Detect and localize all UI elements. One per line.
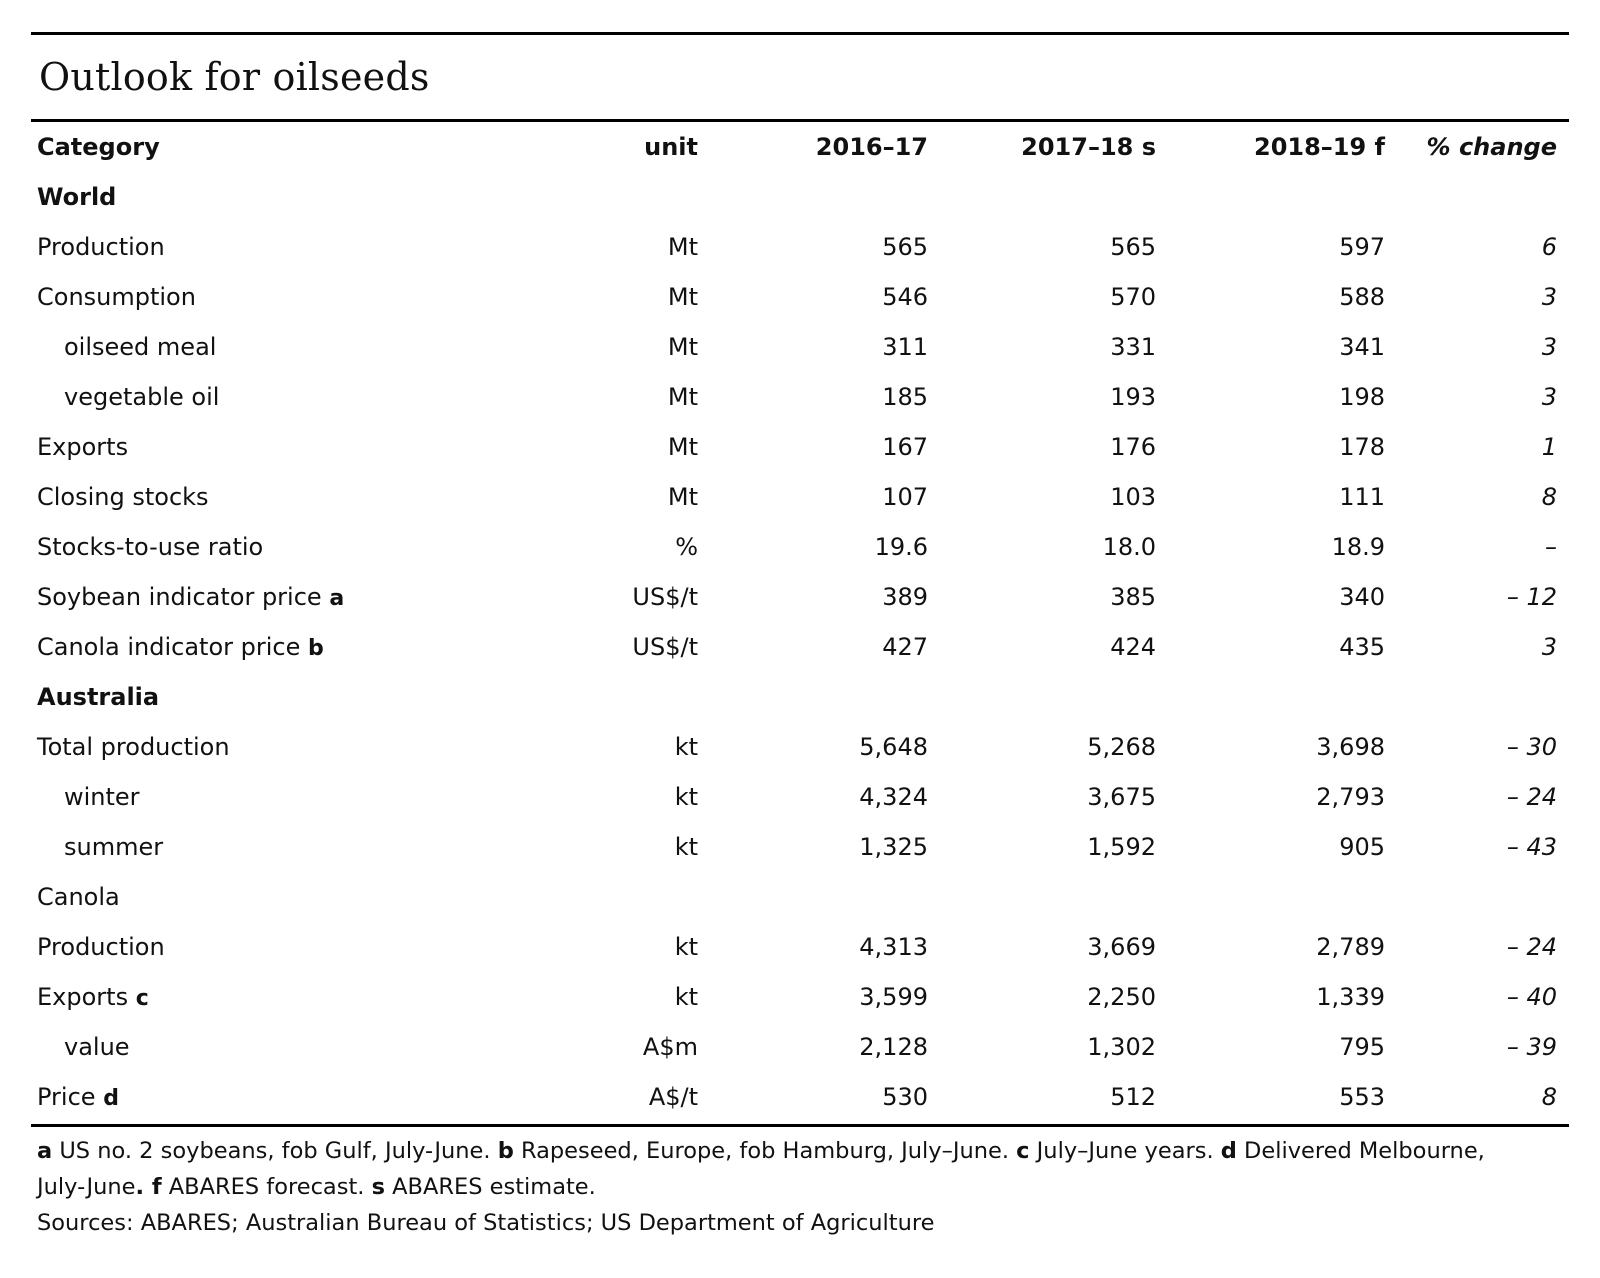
unit-cell: Mt xyxy=(667,283,698,311)
unit-cell xyxy=(477,872,698,922)
unit-cell: Mt xyxy=(667,333,698,361)
table-body xyxy=(31,172,1569,1122)
value-2018-19 xyxy=(1156,172,1385,222)
value-2017-18: 5,268 xyxy=(1087,733,1156,761)
value-2018-19: 553 xyxy=(1339,1083,1385,1111)
row-label xyxy=(31,472,477,522)
pct-change-cell: 3 xyxy=(1541,383,1557,411)
table-title: Outlook for oilseeds xyxy=(39,55,430,99)
value-2017-18: 385 xyxy=(1110,583,1156,611)
row-label xyxy=(31,972,477,1022)
row-label-text: Exports xyxy=(37,433,129,461)
unit-cell: % xyxy=(675,533,698,561)
value-2017-18: 193 xyxy=(1110,383,1156,411)
value-2017-18 xyxy=(928,872,1156,922)
footnote-key-f: f xyxy=(144,1174,162,1200)
header-pct-change: % change xyxy=(1426,133,1557,161)
value-2016-17: 19.6 xyxy=(874,533,928,561)
footnote-key-b: b xyxy=(497,1138,514,1164)
value-2017-18: 424 xyxy=(1110,633,1156,661)
row-label xyxy=(31,422,477,472)
value-2018-19: 111 xyxy=(1339,483,1385,511)
footnote-b: Rapeseed, Europe, fob Hamburg, July–June. xyxy=(513,1138,1017,1164)
value-2017-18: 1,592 xyxy=(1087,833,1156,861)
row-label-text: Production xyxy=(37,233,165,261)
pct-change-cell xyxy=(1385,172,1569,222)
footnote-marker: c xyxy=(135,986,149,1011)
header-2018-19: 2018–19 f xyxy=(1254,133,1385,161)
pct-change-cell: – 30 xyxy=(1506,733,1557,761)
value-2018-19: 588 xyxy=(1339,283,1385,311)
row-label xyxy=(31,722,477,772)
value-2016-17: 107 xyxy=(882,483,928,511)
footnote-d: Delivered Melbourne, July-June xyxy=(37,1138,1485,1200)
row-label-text: Soybean indicator price xyxy=(37,583,322,611)
footnote-key-s: s xyxy=(371,1174,385,1200)
row-label-text: Australia xyxy=(37,683,160,711)
row-label-text: vegetable oil xyxy=(64,383,220,411)
value-2018-19: 178 xyxy=(1339,433,1385,461)
row-label-text: summer xyxy=(64,833,164,861)
pct-change-cell xyxy=(1385,872,1569,922)
sources-line: Sources: ABARES; Australian Bureau of Statistics; US Department of Agriculture xyxy=(37,1210,935,1236)
row-label xyxy=(31,922,477,972)
oilseeds-table xyxy=(31,122,1569,1122)
value-2016-17: 4,313 xyxy=(859,933,928,961)
unit-cell: Mt xyxy=(667,383,698,411)
footnote-marker: b xyxy=(308,636,324,661)
table-row xyxy=(31,872,1569,922)
row-label xyxy=(31,622,477,672)
pct-change-cell: – 40 xyxy=(1506,983,1557,1011)
table-row xyxy=(31,522,1569,572)
value-2018-19: 905 xyxy=(1339,833,1385,861)
row-label-text: Stocks-to-use ratio xyxy=(37,533,264,561)
footnote-s: ABARES estimate. xyxy=(384,1174,596,1200)
table-row xyxy=(31,1022,1569,1072)
header-unit: unit xyxy=(644,133,698,161)
row-label xyxy=(31,572,477,622)
value-2018-19: 597 xyxy=(1339,233,1385,261)
value-2017-18: 331 xyxy=(1110,333,1156,361)
value-2018-19: 340 xyxy=(1339,583,1385,611)
pct-change-cell: 6 xyxy=(1541,233,1557,261)
section-row xyxy=(31,172,1569,222)
row-label-text: winter xyxy=(64,783,140,811)
unit-cell: Mt xyxy=(667,483,698,511)
unit-cell xyxy=(477,672,698,722)
table-row xyxy=(31,622,1569,672)
table-row xyxy=(31,322,1569,372)
unit-cell: kt xyxy=(674,983,698,1011)
value-2017-18: 18.0 xyxy=(1102,533,1156,561)
table-row xyxy=(31,722,1569,772)
value-2017-18 xyxy=(928,672,1156,722)
value-2017-18: 2,250 xyxy=(1087,983,1156,1011)
table-row xyxy=(31,772,1569,822)
value-2018-19 xyxy=(1156,672,1385,722)
row-label xyxy=(31,222,477,272)
value-2016-17: 167 xyxy=(882,433,928,461)
value-2016-17: 5,648 xyxy=(859,733,928,761)
value-2017-18 xyxy=(928,172,1156,222)
table-row xyxy=(31,422,1569,472)
table-row xyxy=(31,1072,1569,1122)
value-2017-18: 512 xyxy=(1110,1083,1156,1111)
pct-change-cell: – 39 xyxy=(1506,1033,1557,1061)
unit-cell: kt xyxy=(674,833,698,861)
value-2017-18: 1,302 xyxy=(1087,1033,1156,1061)
pct-change-cell: 8 xyxy=(1541,1083,1557,1111)
footnote-key-c: c xyxy=(1016,1138,1030,1164)
footnote-marker: d xyxy=(103,1086,119,1111)
row-label xyxy=(31,1072,477,1122)
value-2017-18: 176 xyxy=(1110,433,1156,461)
value-2018-19: 341 xyxy=(1339,333,1385,361)
header-category: Category xyxy=(37,133,160,161)
table-row xyxy=(31,922,1569,972)
table-row xyxy=(31,272,1569,322)
value-2016-17 xyxy=(698,172,928,222)
footnote-a: US no. 2 soybeans, fob Gulf, July-June. xyxy=(52,1138,498,1164)
footnote-period: . xyxy=(135,1174,144,1200)
value-2018-19: 3,698 xyxy=(1316,733,1385,761)
row-label xyxy=(31,172,477,222)
unit-cell: kt xyxy=(674,933,698,961)
pct-change-cell: 3 xyxy=(1541,633,1557,661)
value-2016-17: 530 xyxy=(882,1083,928,1111)
value-2017-18: 103 xyxy=(1110,483,1156,511)
footnote-c: July–June years. xyxy=(1029,1138,1221,1164)
value-2018-19: 2,789 xyxy=(1316,933,1385,961)
table-row xyxy=(31,472,1569,522)
row-label xyxy=(31,872,477,922)
value-2018-19: 198 xyxy=(1339,383,1385,411)
value-2016-17 xyxy=(698,872,928,922)
value-2016-17: 565 xyxy=(882,233,928,261)
table-row xyxy=(31,572,1569,622)
table-row xyxy=(31,822,1569,872)
pct-change-cell: – 24 xyxy=(1506,783,1557,811)
value-2018-19: 2,793 xyxy=(1316,783,1385,811)
unit-cell: Mt xyxy=(667,233,698,261)
value-2016-17: 2,128 xyxy=(859,1033,928,1061)
pct-change-cell: – 24 xyxy=(1506,933,1557,961)
value-2016-17: 389 xyxy=(882,583,928,611)
table-row xyxy=(31,372,1569,422)
pct-change-cell: 1 xyxy=(1541,433,1557,461)
value-2016-17: 427 xyxy=(882,633,928,661)
footnote-key-a: a xyxy=(37,1138,53,1164)
footnote-f: ABARES forecast. xyxy=(161,1174,372,1200)
unit-cell: A$/t xyxy=(648,1083,698,1111)
unit-cell: kt xyxy=(674,733,698,761)
row-label xyxy=(31,322,477,372)
row-label xyxy=(31,522,477,572)
value-2016-17: 185 xyxy=(882,383,928,411)
row-label-text: Canola xyxy=(37,883,120,911)
pct-change-cell: – xyxy=(1545,533,1557,561)
value-2018-19: 795 xyxy=(1339,1033,1385,1061)
row-label-text: Total production xyxy=(37,733,230,761)
footnote-text xyxy=(37,1133,1517,1205)
value-2017-18: 3,675 xyxy=(1087,783,1156,811)
row-label xyxy=(31,372,477,422)
table-row xyxy=(31,972,1569,1022)
value-2016-17: 3,599 xyxy=(859,983,928,1011)
value-2016-17: 4,324 xyxy=(859,783,928,811)
row-label-text: Canola indicator price xyxy=(37,633,301,661)
row-label-text: value xyxy=(64,1033,130,1061)
pct-change-cell: – 12 xyxy=(1506,583,1557,611)
value-2018-19 xyxy=(1156,872,1385,922)
header-2017-18: 2017–18 s xyxy=(1021,133,1156,161)
value-2018-19: 1,339 xyxy=(1316,983,1385,1011)
unit-cell xyxy=(477,172,698,222)
row-label-text: oilseed meal xyxy=(64,333,217,361)
pct-change-cell: – 43 xyxy=(1506,833,1557,861)
row-label xyxy=(31,1022,477,1072)
table-row xyxy=(31,222,1569,272)
row-label-text: Production xyxy=(37,933,165,961)
row-label xyxy=(31,772,477,822)
row-label-text: Price xyxy=(37,1083,96,1111)
table-frame xyxy=(31,32,1569,1241)
row-label xyxy=(31,672,477,722)
value-2016-17: 546 xyxy=(882,283,928,311)
unit-cell: A$m xyxy=(642,1033,698,1061)
pct-change-cell: 3 xyxy=(1541,283,1557,311)
pct-change-cell xyxy=(1385,672,1569,722)
value-2016-17: 1,325 xyxy=(859,833,928,861)
unit-cell: kt xyxy=(674,783,698,811)
header-row xyxy=(31,122,1569,172)
footnote-marker: a xyxy=(329,586,345,611)
header-2016-17: 2016–17 xyxy=(815,133,928,161)
value-2018-19: 18.9 xyxy=(1331,533,1385,561)
value-2017-18: 3,669 xyxy=(1087,933,1156,961)
row-label-text: Exports xyxy=(37,983,129,1011)
unit-cell: US$/t xyxy=(632,633,698,661)
row-label-text: World xyxy=(37,183,117,211)
section-row xyxy=(31,672,1569,722)
footnotes xyxy=(31,1127,1569,1241)
value-2016-17 xyxy=(698,672,928,722)
value-2017-18: 565 xyxy=(1110,233,1156,261)
value-2018-19: 435 xyxy=(1339,633,1385,661)
row-label-text: Consumption xyxy=(37,283,196,311)
value-2017-18: 570 xyxy=(1110,283,1156,311)
row-label xyxy=(31,272,477,322)
row-label xyxy=(31,822,477,872)
row-label-text: Closing stocks xyxy=(37,483,209,511)
unit-cell: US$/t xyxy=(632,583,698,611)
footnote-key-d: d xyxy=(1220,1138,1237,1164)
pct-change-cell: 8 xyxy=(1541,483,1557,511)
pct-change-cell: 3 xyxy=(1541,333,1557,361)
unit-cell: Mt xyxy=(667,433,698,461)
value-2016-17: 311 xyxy=(882,333,928,361)
